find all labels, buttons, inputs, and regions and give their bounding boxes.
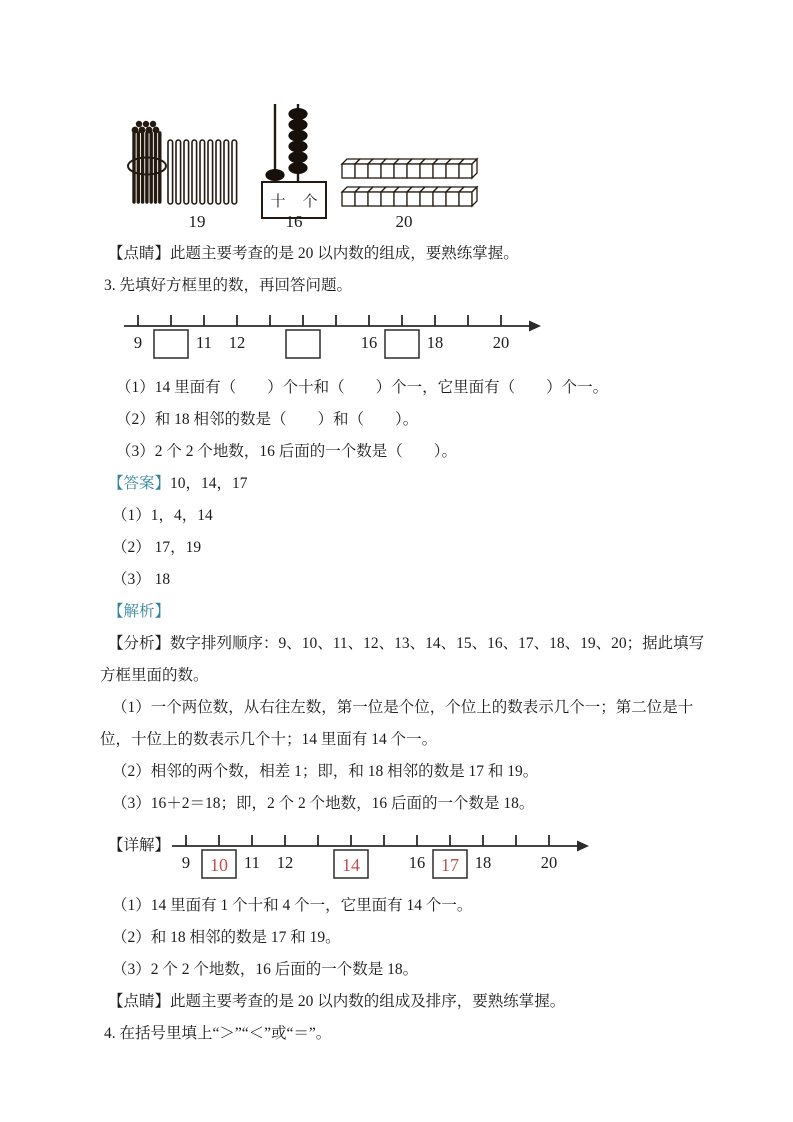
numberline-tick-label: 9: [181, 853, 191, 872]
question3-part-2: （2）和 18 相邻的数是（ ）和（ ）。: [116, 411, 419, 428]
question3-part-3: （3）2 个 2 个地数，16 后面的一个数是（ ）。: [116, 443, 458, 460]
abacus-ones-label: 个: [302, 194, 318, 210]
numberline-tick-label: 9: [133, 333, 143, 352]
numberline-tick-label: 20: [540, 853, 558, 872]
numberline-answered-row: [100, 822, 705, 886]
abacus-count-label: 16: [285, 212, 303, 231]
numberline-fill-box: [385, 330, 419, 358]
analysis-label: 【解析】: [108, 603, 171, 620]
answer-value: 10，14，17: [170, 475, 248, 492]
numberline-box-answer: 14: [342, 855, 361, 875]
counting-illustrations: [112, 96, 705, 238]
numberline-tick-label: 16: [360, 333, 378, 352]
numberline-fill-box: [286, 330, 320, 358]
numberline-tick-label: 16: [408, 853, 426, 872]
answer-part-1: （1）1，4，14: [112, 507, 213, 524]
detail-part-3: （3）2 个 2 个地数，16 后面的一个数是 18。: [112, 961, 419, 978]
numberline-blank: [122, 306, 546, 364]
analysis-part-3: （3）16＋2＝18；即，2 个 2 个地数，16 后面的一个数是 18。: [112, 795, 535, 812]
numberline-tick-label: 12: [276, 853, 294, 872]
detail-label: 【详解】: [108, 837, 171, 854]
question3-title: 3. 先填好方框里的数，再回答问题。: [104, 277, 353, 294]
numberline-tick-label: 18: [474, 853, 492, 872]
answer-line: [100, 468, 705, 500]
answer-part-2: （2） 17，19: [112, 539, 202, 556]
numberline-tick-label: 11: [244, 853, 260, 872]
detail-part-2: （2）和 18 相邻的数是 17 和 19。: [112, 929, 341, 946]
numberline-box-answer: 17: [441, 855, 460, 875]
numberline-tick-label: 18: [426, 333, 444, 352]
sticks-count-label: 19: [188, 212, 206, 231]
analysis-intro: 【分析】数字排列顺序：9、10、11、12、13、14、15、16、17、18、19、20；据此填写方框里面的数。: [100, 635, 705, 684]
answer-label: 【答案】: [108, 475, 171, 492]
numberline-fill-box: [154, 330, 188, 358]
numberline-tick-label: 11: [196, 333, 212, 352]
question3-part-1: （1）14 里面有（ ）个十和（ ）个一，它里面有（ ）个一。: [116, 379, 609, 396]
detail-part-1: （1）14 里面有 1 个十和 4 个一，它里面有 14 个一。: [112, 897, 473, 914]
numberline-tick-label: 20: [492, 333, 510, 352]
numberline-box-answer: 10: [210, 855, 229, 875]
previous-question-note: 【点睛】此题主要考查的是 20 以内数的组成，要熟练掌握。: [108, 245, 519, 262]
numberline-blank-row: [122, 306, 705, 366]
cubes-count-label: 20: [395, 212, 413, 231]
numberline-answered: [170, 826, 594, 884]
answer-part-3: （3） 18: [112, 571, 171, 588]
numberline-tick-label: 12: [228, 333, 246, 352]
question4-title: 4. 在括号里填上“＞”“＜”或“＝”。: [104, 1025, 332, 1042]
analysis-part-2: （2）相邻的两个数，相差 1；即，和 18 相邻的数是 17 和 19。: [112, 763, 539, 780]
analysis-part-1: （1）一个两位数，从右往左数，第一位是个位，个位上的数表示几个一；第二位是十位，十位上的数表示几个十；14 里面有 14 个一。: [100, 699, 694, 748]
question3-note: 【点睛】此题主要考查的是 20 以内数的组成及排序，要熟练掌握。: [108, 993, 566, 1010]
counting-illustration-graphic: [112, 96, 512, 238]
abacus-tens-label: 十: [270, 194, 286, 210]
